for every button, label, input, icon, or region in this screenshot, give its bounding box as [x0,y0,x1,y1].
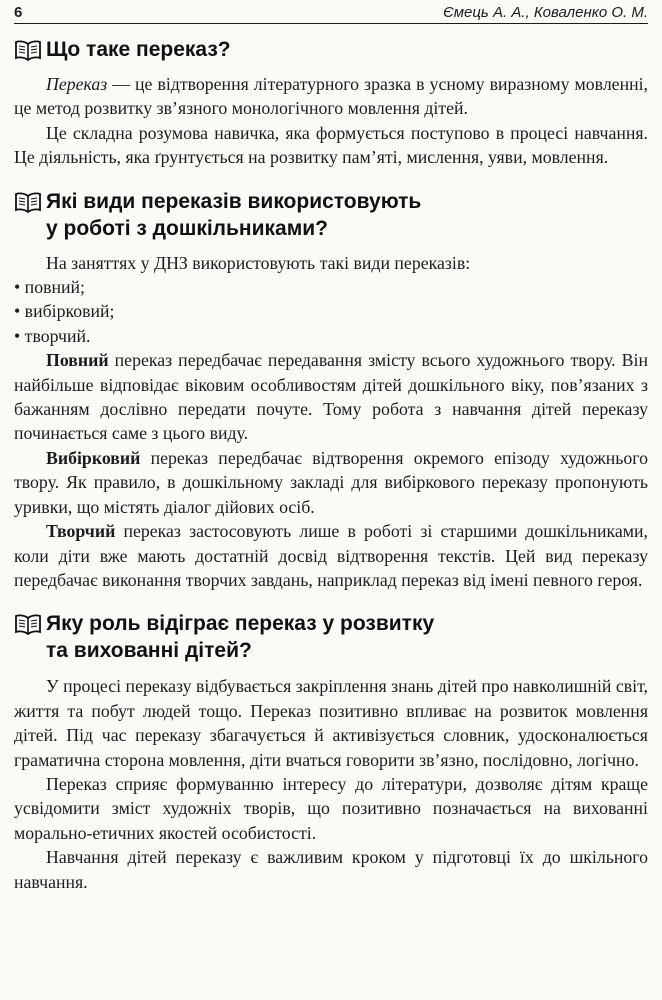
term-bold: Вибірковий [46,447,141,468]
section-title: Яку роль відіграє переказ у розвитку та вихованні дітей? [46,612,435,663]
section-heading-1 [14,36,648,63]
paragraph-text: переказ застосовують лише в роботі зі старшими дошкільниками, коли діти вже мають достатній досвід відтворення текстів. Цей вид переказу передбачає виконання творчих завдань, наприклад переказ від імені певного героя. [14,521,648,590]
section-title: Які види переказів використовують у роботі з дошкільниками? [46,189,422,240]
paragraph: Переказ сприяє формуванню інтересу до літератури, дозволяє дітям краще усвідомити зміст художніх творів, що позитивно позначається на вихованні морально-етичних якостей особистості. [14,773,648,843]
paragraph: Навчання дітей переказу є важливим кроком у підготовці їх до шкільного навчання. [14,847,648,892]
page-header [14,0,648,24]
term-bold: Творчий [46,521,116,542]
list-item: • вибірковий; [14,299,648,323]
paragraph [14,348,648,446]
running-head: Ємець А. А., Коваленко О. М. [443,4,648,21]
paragraph [14,446,648,519]
paragraph: На заняттях у ДНЗ використовують такі види переказів: [46,252,471,273]
paragraph: Це складна розумова навичка, яка формується поступово в процесі навчання. Це діяльність, яка ґрунтується на розвитку пам’яті, мислення, уяви, мовлення. [14,122,648,168]
paragraph [14,519,648,592]
list-item: • повний; [14,275,648,299]
open-book-icon [14,39,42,61]
section-title: Що таке переказ? [46,38,231,61]
open-book-icon [14,191,42,213]
term-italic: Переказ [46,74,108,94]
paragraph [14,72,648,121]
paragraph-text: — це відтворення літературного зразка в усному виразному мовленні, це метод розвитку зв’язного монологічного мовлення дітей. [14,74,648,119]
page-number: 6 [14,4,23,21]
term-bold: Повний [46,350,109,371]
paragraph: У процесі переказу відбувається закріплення знань дітей про навколишній світ, життя та побут людей тощо. Переказ позитивно впливає на розвиток мовлення дітей. Під час переказу збагачується й активізується словник, удосконалюється граматична сторона мовлення, діти вчаться говорити зв’язно, послідовно, логічно. [14,676,648,770]
paragraph-text: переказ передбачає відтворення окремого епізоду художнього твору. Як правило, в дошкільному закладі для вибіркового переказу пропонують уривки, що містять діалог дійових осіб. [14,447,648,517]
open-book-icon [14,613,42,635]
paragraph-text: переказ передбачає передавання змісту всього художнього твору. Він найбільше відповідає віковим особливостям дітей дошкільного віку, пов’язаних з бажанням дослівно передати почуте. Тому робота з навчання дітей переказу починається саме з цього виду. [14,350,648,444]
section-heading-2 [14,188,648,242]
list-item: • творчий. [14,324,648,348]
section-heading-3 [14,610,648,664]
bullet-list [14,275,648,348]
